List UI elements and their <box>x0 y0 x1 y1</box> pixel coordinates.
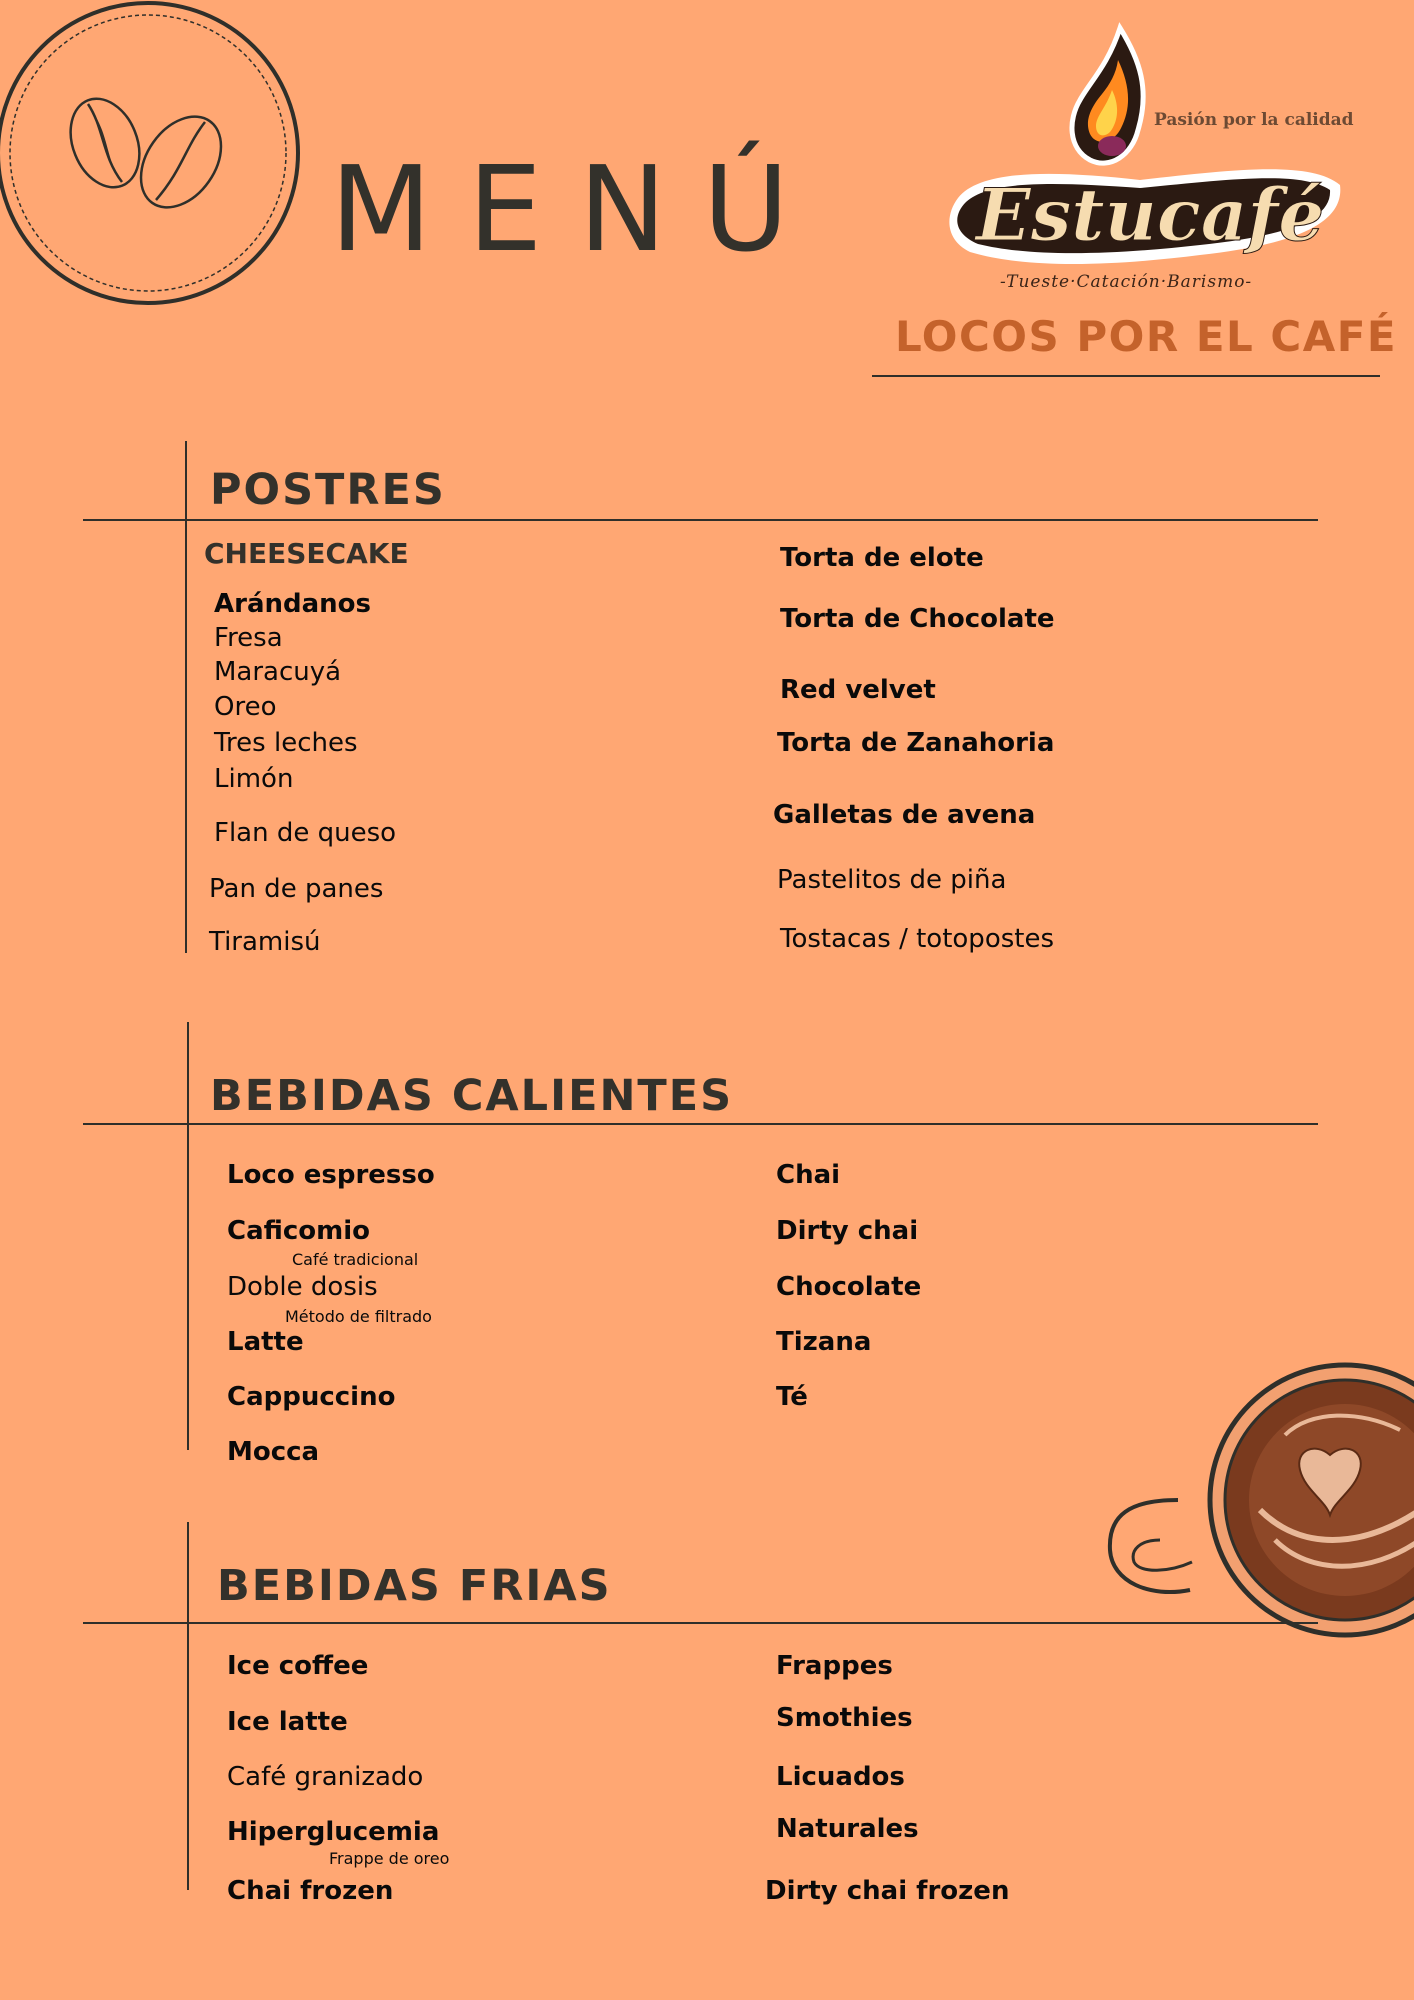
item-note: Frappe de oreo <box>329 1849 450 1868</box>
list-item: Ice latte <box>227 1707 348 1737</box>
section-divider-horizontal <box>83 1123 1318 1125</box>
list-item: Tostacas / totopostes <box>780 924 1055 954</box>
section-title-calientes: BEBIDAS CALIENTES <box>210 1071 734 1121</box>
latte-cup-illustration <box>1100 1350 1414 1660</box>
section-title-frias: BEBIDAS FRIAS <box>217 1561 612 1611</box>
list-item: Licuados <box>776 1762 905 1792</box>
list-item: Torta de elote <box>780 543 984 573</box>
list-item: Smothies <box>776 1703 913 1733</box>
list-item: Red velvet <box>780 675 936 705</box>
list-item: Dirty chai <box>776 1216 919 1246</box>
list-item: Dirty chai frozen <box>765 1876 1010 1906</box>
logo-subline: -Tueste·Catación·Barismo- <box>1000 272 1253 292</box>
list-item: Caficomio <box>227 1216 371 1246</box>
item-note: Método de filtrado <box>285 1307 432 1326</box>
list-item: Chai <box>776 1160 841 1190</box>
list-item: Ice coffee <box>227 1651 369 1681</box>
list-item: Pan de panes <box>209 874 384 904</box>
list-item: Loco espresso <box>227 1160 435 1190</box>
list-item: Oreo <box>214 692 277 722</box>
list-item: Naturales <box>776 1814 919 1844</box>
list-item: Torta de Chocolate <box>780 604 1055 634</box>
coffee-bean-icon <box>58 88 152 197</box>
section-divider-vertical <box>187 1522 189 1890</box>
cheesecake-label: CHEESECAKE <box>204 537 409 570</box>
list-item: Maracuyá <box>214 657 342 687</box>
list-item: Pastelitos de piña <box>777 865 1007 895</box>
section-divider-vertical <box>187 1022 189 1450</box>
list-item: Tizana <box>776 1327 872 1357</box>
list-item: Café granizado <box>227 1762 424 1792</box>
list-item: Frappes <box>776 1651 893 1681</box>
logo-tagline: Pasión por la calidad <box>1154 110 1354 130</box>
list-item: Limón <box>214 764 294 794</box>
list-item: Chai frozen <box>227 1876 394 1906</box>
section-divider-vertical <box>185 441 187 953</box>
list-item: Tres leches <box>214 728 358 758</box>
list-item: Fresa <box>214 623 283 653</box>
list-item: Chocolate <box>776 1272 922 1302</box>
coffee-bean-icon <box>124 102 237 223</box>
menu-title: MENÚ <box>330 140 826 278</box>
coffee-beans-emblem <box>0 0 310 315</box>
list-item: Arándanos <box>214 589 372 619</box>
slogan: LOCOS POR EL CAFÉ <box>895 312 1398 361</box>
slogan-underline <box>872 375 1380 377</box>
svg-text:Estucafé: Estucafé <box>975 172 1325 257</box>
list-item: Doble dosis <box>227 1272 378 1302</box>
list-item: Mocca <box>227 1437 320 1467</box>
list-item: Torta de Zanahoria <box>777 728 1055 758</box>
estucafe-logo <box>940 20 1350 305</box>
list-item: Flan de queso <box>214 818 397 848</box>
list-item: Latte <box>227 1327 304 1357</box>
section-divider-horizontal <box>83 519 1318 521</box>
list-item: Tiramisú <box>209 927 321 957</box>
list-item: Galletas de avena <box>773 800 1036 830</box>
flame-icon <box>1072 28 1143 163</box>
list-item: Té <box>776 1382 808 1412</box>
section-title-postres: POSTRES <box>210 465 446 515</box>
section-divider-horizontal <box>83 1622 1318 1624</box>
list-item: Hiperglucemia <box>227 1817 440 1847</box>
item-note: Café tradicional <box>292 1250 419 1269</box>
list-item: Cappuccino <box>227 1382 396 1412</box>
